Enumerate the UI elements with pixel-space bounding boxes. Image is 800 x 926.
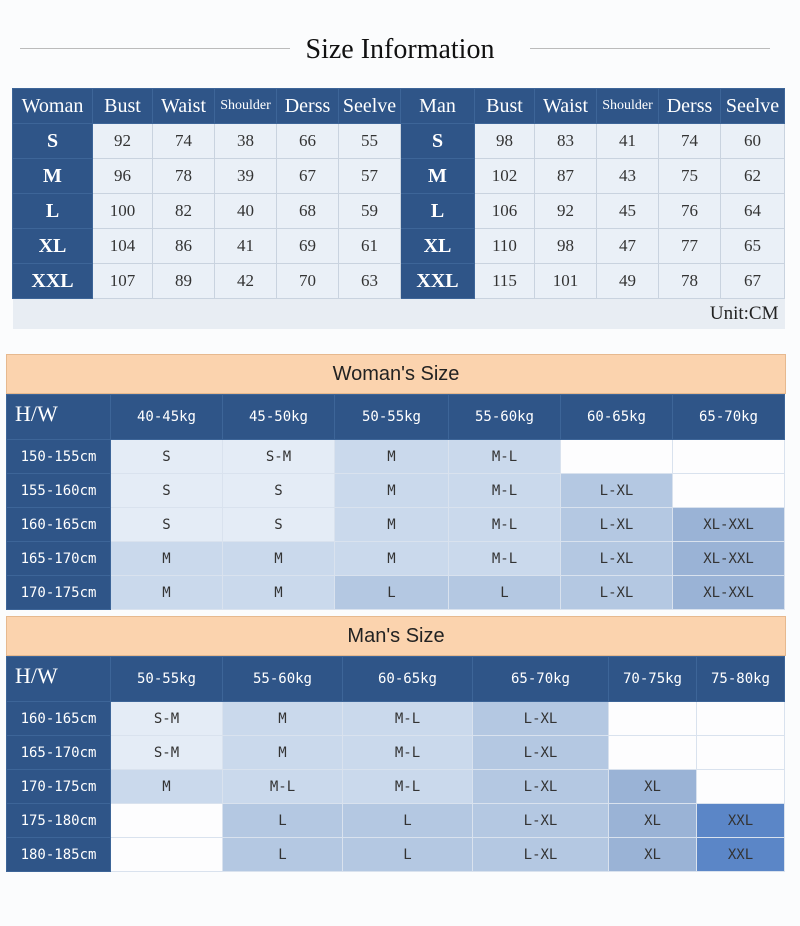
header-dress: Derss (659, 89, 721, 124)
woman-size-row (7, 474, 785, 508)
man-measure-cell: 83 (535, 124, 597, 159)
header-sleeve: Seelve (339, 89, 401, 124)
woman-size-row (7, 576, 785, 610)
woman-size-label: S (13, 124, 93, 159)
woman-measure-cell: 104 (93, 229, 153, 264)
woman-measure-cell: 61 (339, 229, 401, 264)
info-row (13, 124, 785, 159)
header-shoulder: Shoulder (215, 89, 277, 124)
woman-size-cell: L-XL (561, 542, 673, 576)
woman-size-cell: M-L (449, 508, 561, 542)
man-size-label: XXL (401, 264, 475, 299)
man-size-row (7, 736, 785, 770)
man-height-label: 170-175cm (7, 770, 111, 804)
man-size-cell: S-M (111, 702, 223, 736)
woman-measure-cell: 59 (339, 194, 401, 229)
woman-size-cell: M (335, 508, 449, 542)
man-size-cell: L-XL (473, 702, 609, 736)
woman-weight-header: 55-60kg (449, 395, 561, 440)
woman-weight-header: 60-65kg (561, 395, 673, 440)
woman-measure-cell: 40 (215, 194, 277, 229)
woman-weight-header: 45-50kg (223, 395, 335, 440)
man-measure-cell: 64 (721, 194, 785, 229)
header-shoulder: Shoulder (597, 89, 659, 124)
man-size-row (7, 770, 785, 804)
man-size-cell: L-XL (473, 770, 609, 804)
woman-size-cell: XL-XXL (673, 576, 785, 610)
woman-corner-label (7, 395, 111, 440)
man-size-cell: M-L (343, 770, 473, 804)
woman-size-cell (673, 440, 785, 474)
woman-measure-cell: 42 (215, 264, 277, 299)
man-weight-header: 70-75kg (609, 657, 697, 702)
man-size-row (7, 838, 785, 872)
man-measure-cell: 41 (597, 124, 659, 159)
woman-measure-cell: 78 (153, 159, 215, 194)
corner-text: H/W (15, 663, 58, 688)
man-measure-cell: 78 (659, 264, 721, 299)
info-header-row (13, 89, 785, 124)
man-height-label: 180-185cm (7, 838, 111, 872)
man-size-label: S (401, 124, 475, 159)
woman-size-cell: S (223, 474, 335, 508)
woman-weight-header: 50-55kg (335, 395, 449, 440)
woman-measure-cell: 63 (339, 264, 401, 299)
woman-size-row (7, 440, 785, 474)
woman-size-label: M (13, 159, 93, 194)
man-size-cell: M (111, 770, 223, 804)
man-measure-cell: 76 (659, 194, 721, 229)
header-bust: Bust (475, 89, 535, 124)
woman-size-label: XXL (13, 264, 93, 299)
woman-size-cell: XL-XXL (673, 508, 785, 542)
man-size-cell (111, 804, 223, 838)
woman-measure-cell: 82 (153, 194, 215, 229)
man-measure-cell: 110 (475, 229, 535, 264)
header-woman: Woman (13, 89, 93, 124)
woman-measure-cell: 57 (339, 159, 401, 194)
woman-measure-cell: 39 (215, 159, 277, 194)
woman-size-cell: L (335, 576, 449, 610)
man-size-cell (697, 770, 785, 804)
woman-size-cell (673, 474, 785, 508)
page-title: Size Information (305, 34, 495, 65)
man-measure-cell: 75 (659, 159, 721, 194)
woman-size-heading: Woman's Size (6, 354, 786, 394)
man-size-label: M (401, 159, 475, 194)
woman-size-chart (6, 394, 785, 610)
unit-row (13, 299, 785, 330)
man-size-cell: L-XL (473, 838, 609, 872)
info-row (13, 194, 785, 229)
man-size-cell: M (223, 702, 343, 736)
woman-measure-cell: 38 (215, 124, 277, 159)
woman-size-cell: L (449, 576, 561, 610)
woman-size-cell: M (335, 440, 449, 474)
man-height-label: 160-165cm (7, 702, 111, 736)
woman-size-cell: XL-XXL (673, 542, 785, 576)
man-measure-cell: 87 (535, 159, 597, 194)
woman-height-label: 150-155cm (7, 440, 111, 474)
woman-size-cell: S (111, 474, 223, 508)
woman-size-cell: M-L (449, 440, 561, 474)
woman-size-cell: M (111, 542, 223, 576)
woman-height-label: 165-170cm (7, 542, 111, 576)
corner-text: H/W (15, 401, 58, 426)
woman-size-cell: S (111, 508, 223, 542)
man-size-heading: Man's Size (6, 616, 786, 656)
man-size-label: L (401, 194, 475, 229)
man-height-label: 165-170cm (7, 736, 111, 770)
woman-height-label: 170-175cm (7, 576, 111, 610)
man-size-row (7, 702, 785, 736)
woman-size-label: XL (13, 229, 93, 264)
woman-measure-cell: 74 (153, 124, 215, 159)
man-size-cell (609, 702, 697, 736)
man-measure-cell: 115 (475, 264, 535, 299)
man-measure-cell: 106 (475, 194, 535, 229)
woman-size-cell: M (223, 542, 335, 576)
woman-size-cell: S-M (223, 440, 335, 474)
woman-size-row (7, 542, 785, 576)
man-size-cell (697, 736, 785, 770)
man-size-cell: XL (609, 804, 697, 838)
man-size-cell (111, 838, 223, 872)
woman-size-cell: M (223, 576, 335, 610)
man-size-cell: M (223, 736, 343, 770)
woman-size-cell: L-XL (561, 576, 673, 610)
man-size-cell: XL (609, 770, 697, 804)
man-measure-cell: 67 (721, 264, 785, 299)
man-size-cell: XXL (697, 804, 785, 838)
woman-measure-cell: 68 (277, 194, 339, 229)
woman-measure-cell: 107 (93, 264, 153, 299)
man-measure-cell: 45 (597, 194, 659, 229)
man-size-cell: L (223, 838, 343, 872)
man-size-cell: L (343, 804, 473, 838)
man-size-cell: S-M (111, 736, 223, 770)
man-measure-cell: 49 (597, 264, 659, 299)
woman-header-row (7, 395, 785, 440)
header-bust: Bust (93, 89, 153, 124)
man-size-cell: XL (609, 838, 697, 872)
woman-size-cell: M-L (449, 474, 561, 508)
woman-size-cell: M (111, 576, 223, 610)
info-row (13, 264, 785, 299)
woman-size-cell: M (335, 542, 449, 576)
man-size-cell: L-XL (473, 736, 609, 770)
man-measure-cell: 98 (475, 124, 535, 159)
man-measure-cell: 60 (721, 124, 785, 159)
woman-size-label: L (13, 194, 93, 229)
man-measure-cell: 47 (597, 229, 659, 264)
man-size-cell (609, 736, 697, 770)
woman-measure-cell: 96 (93, 159, 153, 194)
woman-measure-cell: 55 (339, 124, 401, 159)
woman-measure-cell: 66 (277, 124, 339, 159)
header-waist: Waist (535, 89, 597, 124)
woman-height-label: 160-165cm (7, 508, 111, 542)
woman-size-cell (561, 440, 673, 474)
woman-size-cell: M-L (449, 542, 561, 576)
man-corner-label (7, 657, 111, 702)
woman-measure-cell: 70 (277, 264, 339, 299)
header-dress: Derss (277, 89, 339, 124)
woman-measure-cell: 89 (153, 264, 215, 299)
man-size-cell: M-L (343, 702, 473, 736)
man-size-cell: L-XL (473, 804, 609, 838)
woman-height-label: 155-160cm (7, 474, 111, 508)
man-weight-header: 50-55kg (111, 657, 223, 702)
woman-measure-cell: 100 (93, 194, 153, 229)
woman-measure-cell: 67 (277, 159, 339, 194)
man-measure-cell: 77 (659, 229, 721, 264)
man-size-chart (6, 656, 785, 872)
info-row (13, 159, 785, 194)
man-measure-cell: 74 (659, 124, 721, 159)
man-measure-cell: 43 (597, 159, 659, 194)
man-size-cell: M-L (343, 736, 473, 770)
woman-measure-cell: 41 (215, 229, 277, 264)
man-measure-cell: 102 (475, 159, 535, 194)
man-size-cell: L (343, 838, 473, 872)
woman-size-cell: M (335, 474, 449, 508)
info-row (13, 229, 785, 264)
unit-label: Unit:CM (13, 299, 785, 330)
man-measure-cell: 62 (721, 159, 785, 194)
size-information-table (12, 88, 785, 329)
woman-measure-cell: 69 (277, 229, 339, 264)
man-size-cell: XXL (697, 838, 785, 872)
man-weight-header: 60-65kg (343, 657, 473, 702)
man-size-cell: L (223, 804, 343, 838)
man-size-cell: M-L (223, 770, 343, 804)
woman-weight-header: 65-70kg (673, 395, 785, 440)
woman-size-cell: L-XL (561, 508, 673, 542)
woman-size-cell: S (223, 508, 335, 542)
woman-size-row (7, 508, 785, 542)
man-measure-cell: 98 (535, 229, 597, 264)
woman-measure-cell: 92 (93, 124, 153, 159)
header-man: Man (401, 89, 475, 124)
woman-size-cell: L-XL (561, 474, 673, 508)
man-measure-cell: 65 (721, 229, 785, 264)
man-weight-header: 65-70kg (473, 657, 609, 702)
header-waist: Waist (153, 89, 215, 124)
man-measure-cell: 101 (535, 264, 597, 299)
man-weight-header: 75-80kg (697, 657, 785, 702)
man-measure-cell: 92 (535, 194, 597, 229)
man-weight-header: 55-60kg (223, 657, 343, 702)
man-header-row (7, 657, 785, 702)
man-height-label: 175-180cm (7, 804, 111, 838)
man-size-cell (697, 702, 785, 736)
man-size-row (7, 804, 785, 838)
header-sleeve: Seelve (721, 89, 785, 124)
man-size-label: XL (401, 229, 475, 264)
woman-size-cell: S (111, 440, 223, 474)
title-bar (0, 28, 800, 78)
woman-weight-header: 40-45kg (111, 395, 223, 440)
woman-measure-cell: 86 (153, 229, 215, 264)
